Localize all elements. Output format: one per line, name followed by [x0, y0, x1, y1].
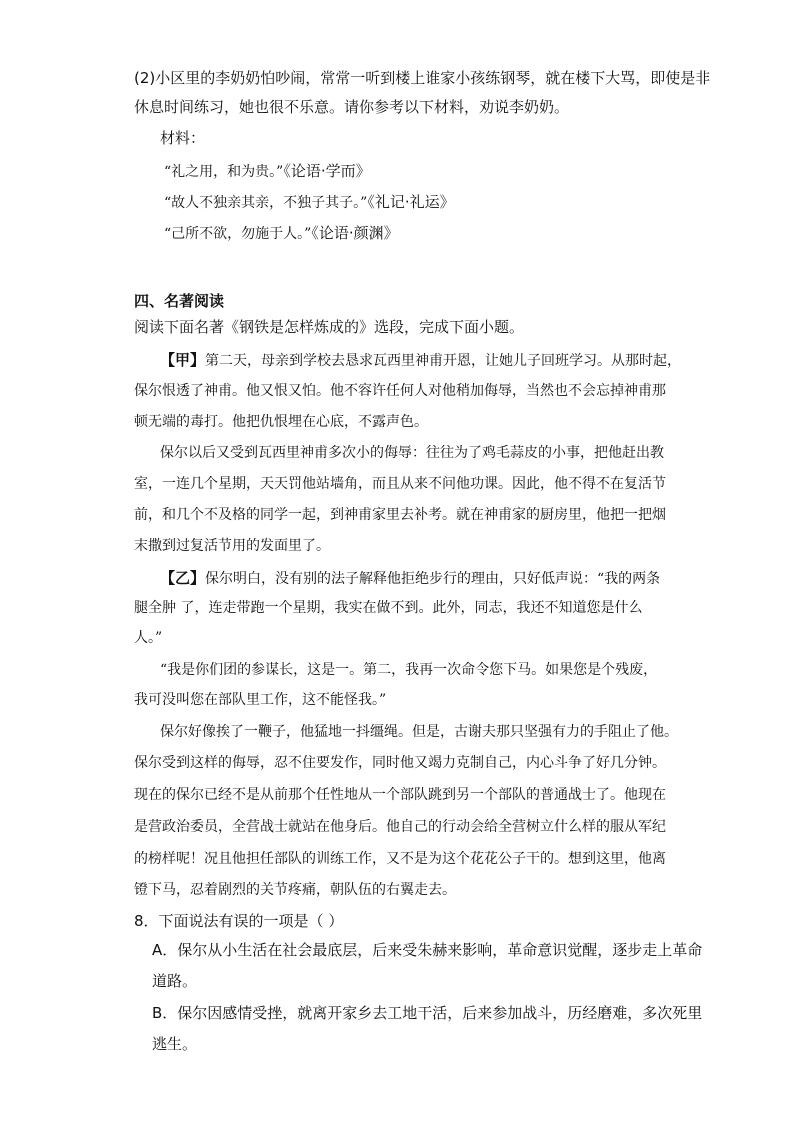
- option-a-line-1: A．保尔从小生活在社会最底层，后来受朱赫来影响，革命意识觉醒，逐步走上革命: [152, 941, 703, 959]
- section-intro: 阅读下面名著《钢铁是怎样炼成的》选段，完成下面小题。: [134, 318, 525, 336]
- section-heading: 四、名著阅读: [134, 292, 225, 310]
- passage-tag: 【甲】: [160, 351, 206, 369]
- passage-yi-line-9: 是营政治委员，全营战士就站在他身后。他自己的行动会给全营树立什么样的服从军纪: [134, 819, 666, 835]
- passage-jia-line-3: 顿无端的毒打。他把仇恨埋在心底，不露声色。: [134, 414, 428, 430]
- question-prompt-line-1: (2)小区里的李奶奶怕吵闹，常常一听到楼上谁家小孩练钢琴，就在楼下大骂，即使是非: [134, 69, 711, 87]
- passage-yi-line-10: 的榜样呢！况且他担任部队的训练工作，又不是为这个花花公子干的。想到这里，他离: [134, 851, 666, 867]
- passage-jia-line-2: 保尔恨透了神甫。他又恨又怕。他不容许任何人对他稍加侮辱，当然也不会忘掉神甫那: [134, 383, 666, 399]
- material-label: 材料：: [160, 129, 206, 147]
- quote-text: “故人不独亲其亲，不独子其子。”: [164, 195, 368, 211]
- quote-source: 《礼记·礼运》: [367, 193, 455, 211]
- passage-yi-line-4: “我是你们团的参谋长，这是一。第二，我再一次命令您下马。如果您是个残废，: [160, 662, 658, 678]
- passage-yi-line-3: 人。”: [134, 630, 163, 646]
- option-b-line-2: 逃生。: [152, 1035, 198, 1053]
- option-a-line-2: 道路。: [152, 972, 198, 990]
- passage-jia-line-4: 保尔以后又受到瓦西里神甫多次小的侮辱：往往为了鸡毛蒜皮的小事，把他赶出教: [160, 445, 664, 461]
- quote-text: “己所不欲，勿施于人。”: [164, 226, 312, 242]
- passage-tag: 【乙】: [160, 569, 206, 587]
- passage-text: 保尔明白，没有别的法子解释他拒绝步行的理由，只好低声说：“我的两条: [205, 571, 661, 587]
- quote-text: “礼之用，和为贵。”: [164, 164, 284, 180]
- passage-text: 第二天，母亲到学校去恳求瓦西里神甫开恩，让她儿子回班学习。从那时起，: [205, 353, 682, 369]
- quote-1: [164, 161, 371, 182]
- passage-jia-line-1: [160, 350, 681, 371]
- question-prompt-line-2: 休息时间练习，她也很不乐意。请你参考以下材料，劝说李奶奶。: [134, 98, 570, 116]
- passage-yi-line-6: 保尔好像挨了一鞭子，他猛地一抖缰绳。但是，古谢夫那只坚强有力的手阻止了他。: [160, 724, 678, 740]
- passage-jia-line-5: 室，一连几个星期，天天罚他站墙角，而且从来不问他功课。因此，他不得不在复活节: [134, 476, 666, 492]
- quote-2: [164, 192, 455, 213]
- quote-source: 《论语·颜渊》: [311, 224, 399, 242]
- passage-yi-line-5: 我可没叫您在部队里工作，这不能怪我。”: [134, 692, 387, 708]
- quote-3: [164, 223, 399, 244]
- passage-yi-line-7: 保尔受到这样的侮辱，忍不住要发作，同时他又竭力克制自己，内心斗争了好几分钟。: [134, 755, 666, 771]
- question-8-stem: 8．下面说法有误的一项是（ ）: [134, 912, 344, 930]
- passage-jia-line-7: 末撒到过复活节用的发面里了。: [134, 538, 330, 554]
- option-b-line-1: B．保尔因感情受挫，就离开家乡去工地干活，后来参加战斗，历经磨难，多次死里: [152, 1004, 703, 1022]
- passage-yi-line-2: 腿全肿 了，连走带跑一个星期，我实在做不到。此外，同志，我还不知道您是什么: [134, 600, 643, 616]
- passage-yi-line-1: [160, 568, 660, 589]
- passage-jia-line-6: 前，和几个不及格的同学一起，到神甫家里去补考。就在神甫家的厨房里，他把一把烟: [134, 507, 666, 523]
- quote-source: 《论语·学而》: [283, 162, 371, 180]
- passage-yi-line-11: 镫下马，忍着剧烈的关节疼痛，朝队伍的右翼走去。: [134, 882, 456, 898]
- passage-yi-line-8: 现在的保尔已经不是从前那个任性地从一个部队跳到另一个部队的普通战士了。他现在: [134, 787, 666, 803]
